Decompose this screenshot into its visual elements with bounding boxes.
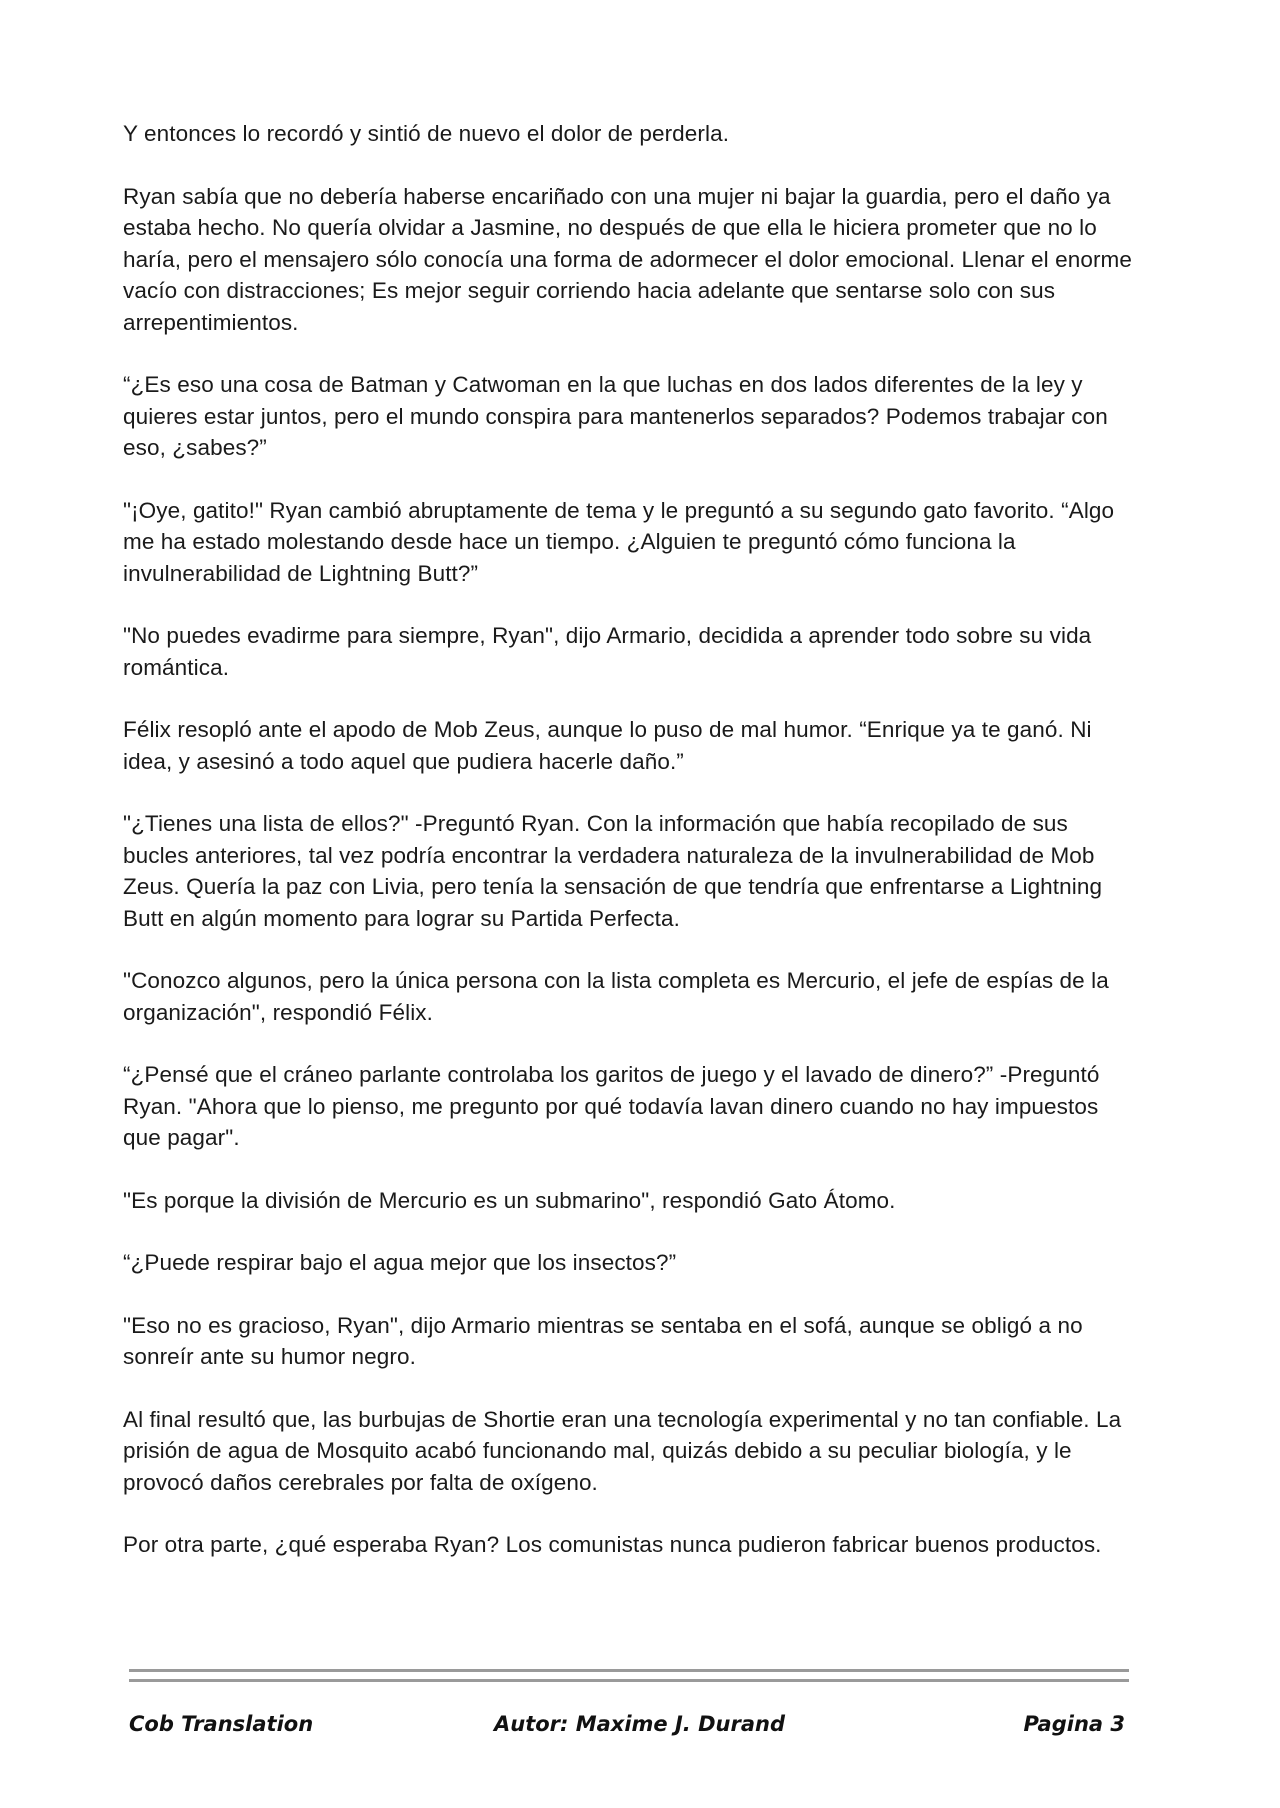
paragraph: "No puedes evadirme para siempre, Ryan", dijo Armario, decidida a aprender todo sobre su vida romántica. [123, 623, 1092, 680]
footer-divider-bottom [129, 1679, 1129, 1682]
footer-divider-top [129, 1669, 1129, 1672]
paragraph: Por otra parte, ¿qué esperaba Ryan? Los comunistas nunca pudieron fabricar buenos productos. [123, 1532, 1102, 1557]
paragraph: “¿Pensé que el cráneo parlante controlaba los garitos de juego y el lavado de dinero?” -Preguntó Ryan. "Ahora que lo pienso, me pregunto por qué todavía lavan dinero cuando no hay impuestos que pagar". [123, 1062, 1100, 1150]
page-footer [129, 1712, 1129, 1746]
paragraph: "Eso no es gracioso, Ryan", dijo Armario mientras se sentaba en el sofá, aunque se obligó a no sonreír ante su humor negro. [123, 1312, 1083, 1369]
page-body [123, 118, 1135, 1592]
paragraph: Félix resopló ante el apodo de Mob Zeus, aunque lo puso de mal humor. “Enrique ya te ganó. Ni idea, y asesinó a todo aquel que pudiera hacerle daño.” [123, 717, 1092, 774]
footer-author: Autor: Maxime J. Durand [494, 1712, 785, 1736]
paragraph: Al final resultó que, las burbujas de Shortie eran una tecnología experimental y no tan confiable. La prisión de agua de Mosquito acabó funcionando mal, quizás debido a su peculiar biología, y le provocó daños cerebrales por falta de oxígeno. [123, 1406, 1122, 1495]
paragraph: "Conozco algunos, pero la única persona con la lista completa es Mercurio, el jefe de espías de la organización", respondió Félix. [123, 968, 1109, 1025]
paragraph: Ryan sabía que no debería haberse encariñado con una mujer ni bajar la guardia, pero el daño ya estaba hecho. No quería olvidar a Jasmine, no después de que ella le hiciera prometer que no lo haría, pero el mensajero sólo conocía una forma de adormecer el dolor emocional. Llenar el enorme vacío con distracciones; Es mejor seguir corriendo hacia adelante que sentarse solo con sus arrepentimientos. [123, 183, 1133, 335]
footer-page-number: Pagina 3 [1023, 1712, 1125, 1736]
paragraph: Y entonces lo recordó y sintió de nuevo el dolor de perderla. [123, 121, 730, 146]
paragraph: "¿Tienes una lista de ellos?" -Preguntó Ryan. Con la información que había recopilado de sus bucles anteriores, tal vez podría encontrar la verdadera naturaleza de la invulnerabilidad de Mob Zeus. Quería la paz con Livia, pero tenía la sensación de que tendría que enfrentarse a Lightning Butt en algún momento para lograr su Partida Perfecta. [123, 811, 1103, 931]
paragraph: "¡Oye, gatito!" Ryan cambió abruptamente de tema y le preguntó a su segundo gato favorito. “Algo me ha estado molestando desde hace un tiempo. ¿Alguien te preguntó cómo funciona la invulnerabilidad de Lightning Butt?” [123, 497, 1115, 586]
paragraph: “¿Es eso una cosa de Batman y Catwoman en la que luchas en dos lados diferentes de la ley y quieres estar juntos, pero el mundo conspira para mantenerlos separados? Podemos trabajar con eso, ¿sabes?” [123, 372, 1108, 460]
footer-translator: Cob Translation [129, 1712, 314, 1736]
paragraph: “¿Puede respirar bajo el agua mejor que los insectos?” [123, 1250, 677, 1275]
paragraph: "Es porque la división de Mercurio es un submarino", respondió Gato Átomo. [123, 1187, 896, 1213]
